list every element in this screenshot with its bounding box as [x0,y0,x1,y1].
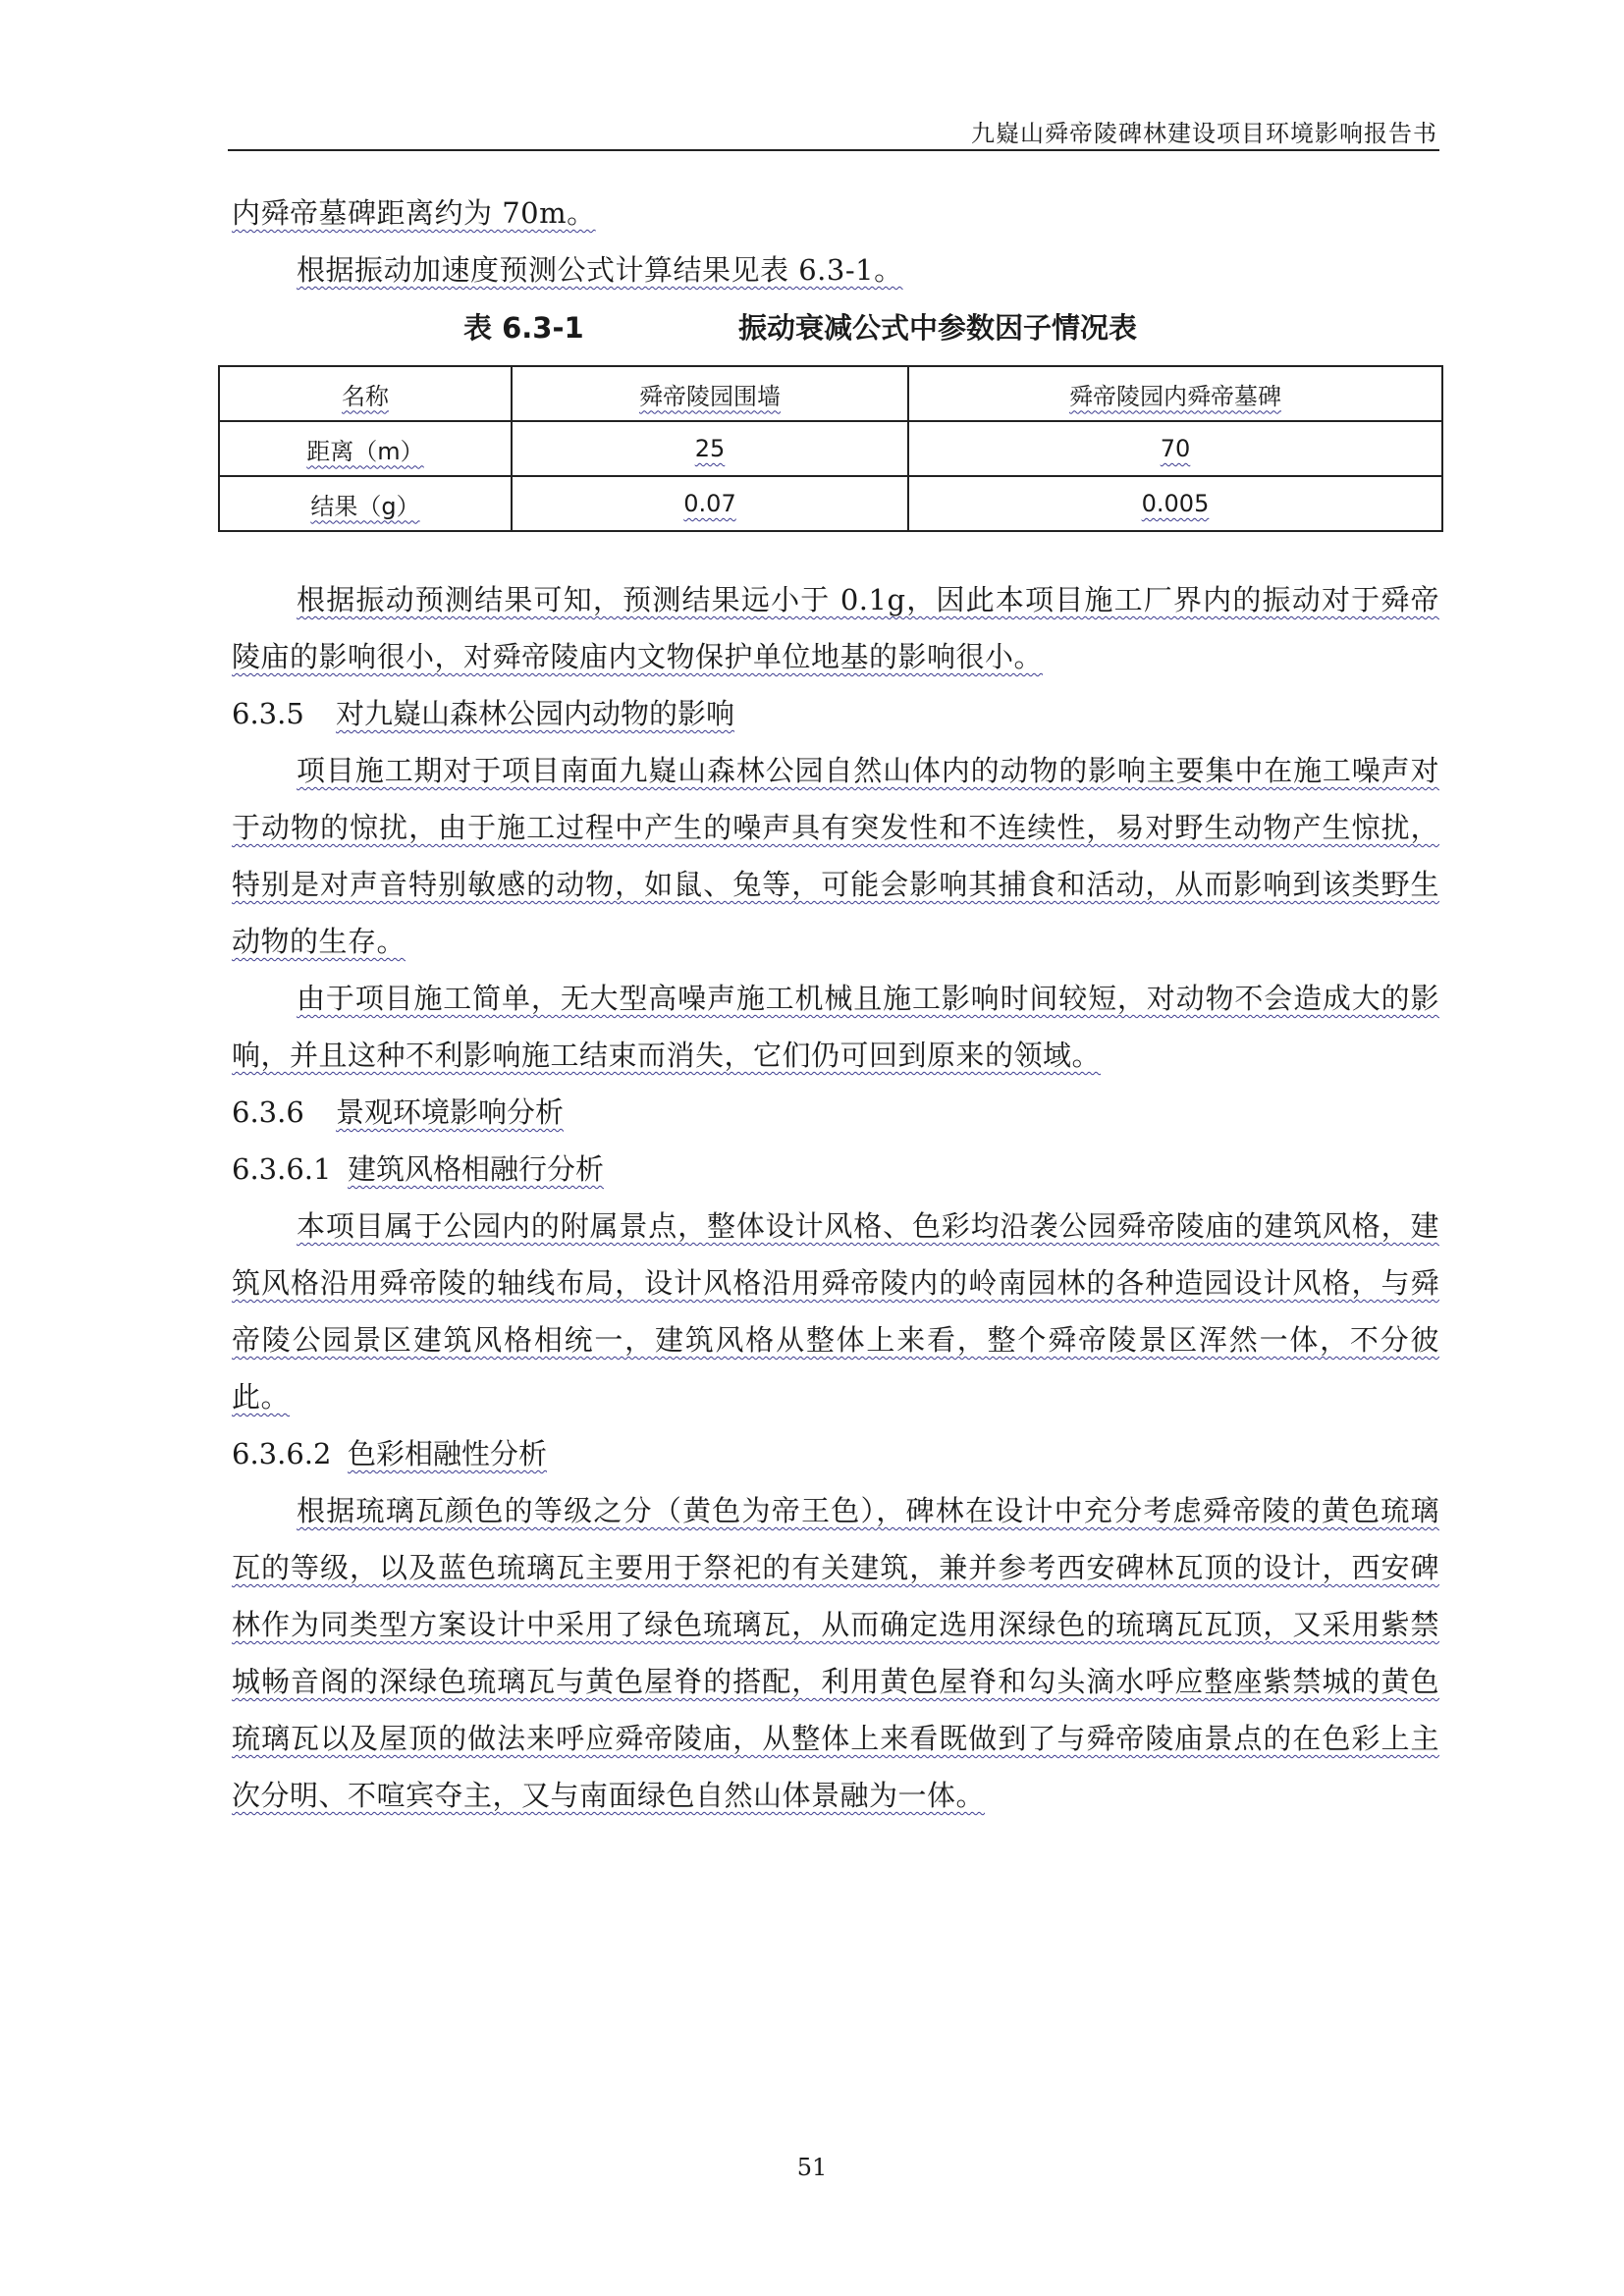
color-harmony-paragraph: 根据琉璃瓦颜色的等级之分（黄色为帝王色），碑林在设计中充分考虑舜帝陵的黄色琉璃瓦的等级，以及蓝色琉璃瓦主要用于祭祀的有关建筑，兼并参考西安碑林瓦顶的设计，西安碑林作为同类型方案设计中采用了绿色琉璃瓦，从而确定选用深绿色的琉璃瓦瓦顶，又采用紫禁城畅音阁的深绿色琉璃瓦与黄色屋脊的搭配，利用黄色屋脊和勾头滴水呼应整座紫禁城的黄色琉璃瓦以及屋顶的做法来呼应舜帝陵庙，从整体上来看既做到了与舜帝陵庙景点的在色彩上主次分明、不喧宾夺主，又与南面绿色自然山体景融为一体。 [232,1494,1439,1812]
table-cell: 25 [512,421,908,476]
table-row [219,421,1442,476]
table-cell: 距离（m） [219,421,512,476]
section-number: 6.3.6.2 [232,1437,332,1470]
intro-line-1: 内舜帝墓碑距离约为 70m。 [232,196,596,230]
section-number: 6.3.5 [232,697,304,730]
header-title: 九嶷山舜帝陵碑林建设项目环境影响报告书 [971,120,1437,147]
table-header-row [219,366,1442,421]
table-cell: 0.005 [908,476,1442,531]
table-caption [232,298,1439,363]
table-row [219,476,1442,531]
table-caption-number: 表 6.3-1 [463,311,584,345]
parameter-table [218,365,1443,532]
intro-line-2: 根据振动加速度预测公式计算结果见表 6.3-1。 [297,253,903,287]
document-body [232,185,1439,1824]
page-number: 51 [796,2154,828,2181]
section-title: 建筑风格相融行分析 [348,1152,605,1186]
section-number: 6.3.6.1 [232,1152,332,1186]
section-title: 对九嶷山森林公园内动物的影响 [336,697,735,730]
table-caption-title: 振动衰减公式中参数因子情况表 [738,311,1138,345]
section-title: 景观环境影响分析 [336,1095,565,1129]
section-heading-6-3-6-1 [232,1141,1439,1198]
table-cell: 70 [908,421,1442,476]
section-heading-6-3-5 [232,685,1439,742]
table-cell: 结果（g） [219,476,512,531]
table-header-cell: 舜帝陵园内舜帝墓碑 [908,366,1442,421]
animal-impact-paragraph-2: 由于项目施工简单，无大型高噪声施工机械且施工影响时间较短，对动物不会造成大的影响，并且这种不利影响施工结束而消失，它们仍可回到原来的领域。 [232,982,1439,1072]
table-header-cell: 舜帝陵园围墙 [512,366,908,421]
page-header [228,110,1439,151]
vibration-conclusion-paragraph: 根据振动预测结果可知，预测结果远小于 0.1g，因此本项目施工厂界内的振动对于舜帝陵庙的影响很小，对舜帝陵庙内文物保护单位地基的影响很小。 [232,583,1439,673]
architecture-style-paragraph: 本项目属于公园内的附属景点，整体设计风格、色彩均沿袭公园舜帝陵庙的建筑风格，建筑风格沿用舜帝陵的轴线布局，设计风格沿用舜帝陵内的岭南园林的各种造园设计风格，与舜帝陵公园景区建筑风格相统一，建筑风格从整体上来看，整个舜帝陵景区浑然一体，不分彼此。 [232,1209,1439,1414]
table-header-cell: 名称 [219,366,512,421]
section-heading-6-3-6-2 [232,1425,1439,1482]
section-title: 色彩相融性分析 [348,1437,548,1470]
section-heading-6-3-6 [232,1084,1439,1141]
animal-impact-paragraph-1: 项目施工期对于项目南面九嶷山森林公园自然山体内的动物的影响主要集中在施工噪声对于动物的惊扰，由于施工过程中产生的噪声具有突发性和不连续性，易对野生动物产生惊扰，特别是对声音特别敏感的动物，如鼠、兔等，可能会影响其捕食和活动，从而影响到该类野生动物的生存。 [232,754,1439,958]
table-cell: 0.07 [512,476,908,531]
section-number: 6.3.6 [232,1095,304,1129]
